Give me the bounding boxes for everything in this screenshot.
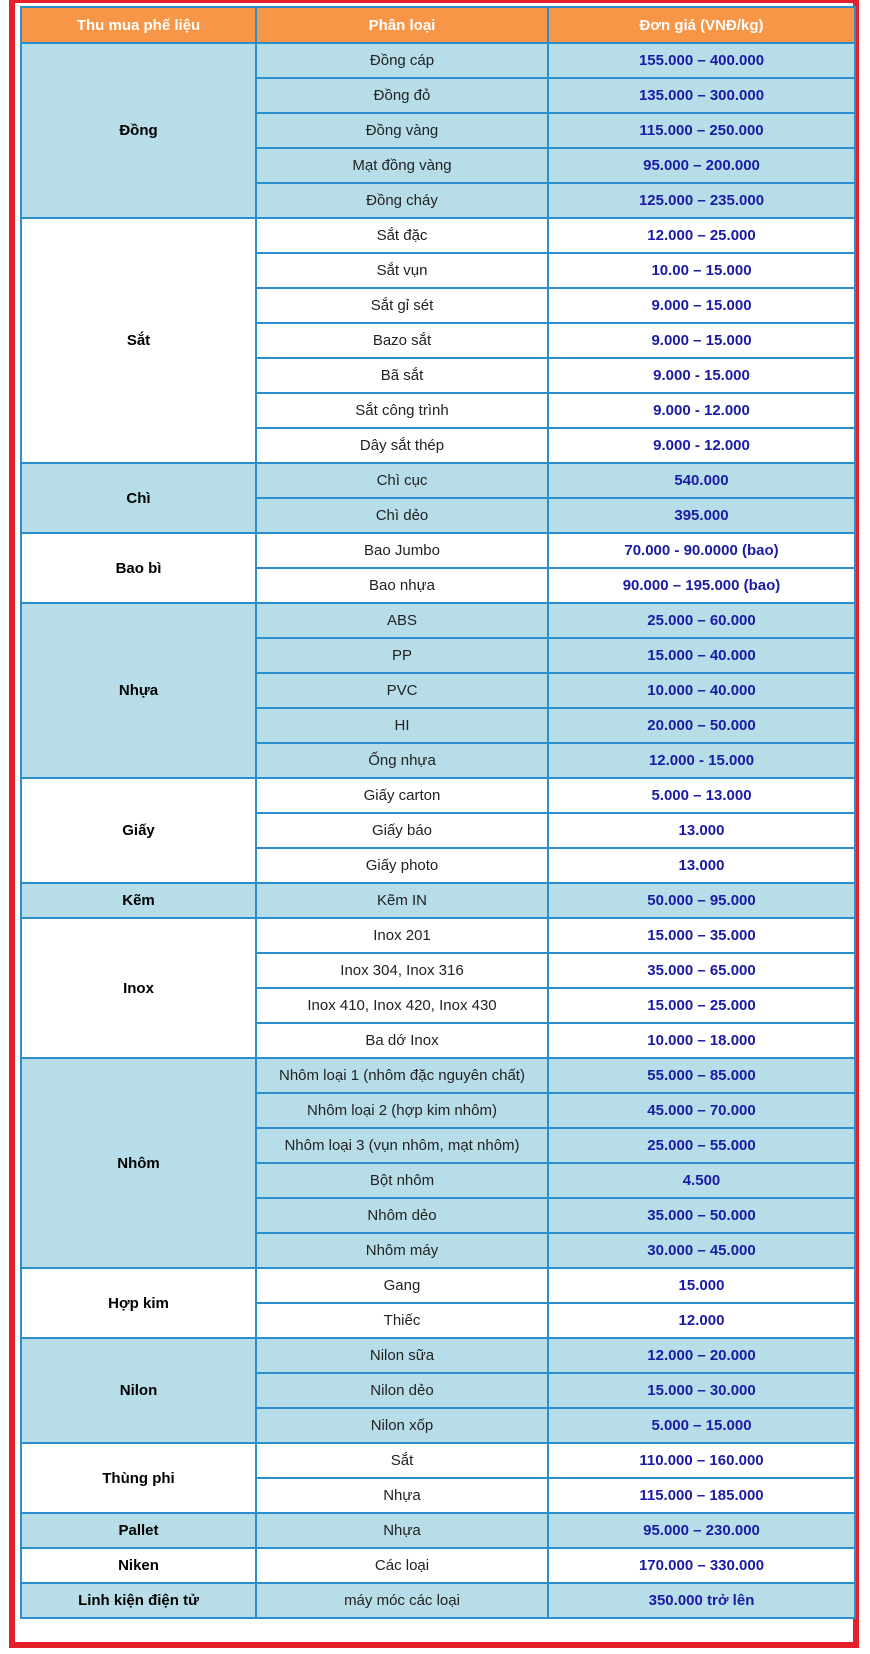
material-type-cell: Nhôm loại 3 (vụn nhôm, mạt nhôm): [256, 1128, 548, 1163]
price-cell: 13.000: [548, 813, 855, 848]
material-type-cell: ABS: [256, 603, 548, 638]
table-row: [21, 1513, 855, 1548]
price-cell: 540.000: [548, 463, 855, 498]
price-cell: 155.000 – 400.000: [548, 43, 855, 78]
material-group-cell: Nhôm: [21, 1058, 256, 1268]
table-row: [21, 218, 855, 253]
price-cell: 70.000 - 90.0000 (bao): [548, 533, 855, 568]
material-type-cell: Thiếc: [256, 1303, 548, 1338]
material-type-cell: Sắt vụn: [256, 253, 548, 288]
material-type-cell: Nilon sữa: [256, 1338, 548, 1373]
price-cell: 20.000 – 50.000: [548, 708, 855, 743]
header-group-column: Thu mua phế liệu: [21, 7, 256, 43]
material-type-cell: Đồng cáp: [256, 43, 548, 78]
table-row: [21, 533, 855, 568]
material-type-cell: Chì cục: [256, 463, 548, 498]
material-group-cell: Inox: [21, 918, 256, 1058]
material-type-cell: Ba dớ Inox: [256, 1023, 548, 1058]
price-cell: 115.000 – 250.000: [548, 113, 855, 148]
material-type-cell: Sắt gỉ sét: [256, 288, 548, 323]
price-cell: 55.000 – 85.000: [548, 1058, 855, 1093]
material-type-cell: Sắt đặc: [256, 218, 548, 253]
table-row: [21, 883, 855, 918]
header-type-column: Phân loại: [256, 7, 548, 43]
price-cell: 10.00 – 15.000: [548, 253, 855, 288]
table-row: [21, 1443, 855, 1478]
material-type-cell: Các loại: [256, 1548, 548, 1583]
material-group-cell: Nilon: [21, 1338, 256, 1443]
material-group-cell: Niken: [21, 1548, 256, 1583]
price-cell: 5.000 – 15.000: [548, 1408, 855, 1443]
price-cell: 50.000 – 95.000: [548, 883, 855, 918]
price-cell: 45.000 – 70.000: [548, 1093, 855, 1128]
material-type-cell: PP: [256, 638, 548, 673]
material-type-cell: Dây sắt thép: [256, 428, 548, 463]
price-cell: 95.000 – 230.000: [548, 1513, 855, 1548]
table-row: [21, 43, 855, 78]
material-type-cell: Bao nhựa: [256, 568, 548, 603]
price-cell: 110.000 – 160.000: [548, 1443, 855, 1478]
price-cell: 25.000 – 60.000: [548, 603, 855, 638]
price-cell: 5.000 – 13.000: [548, 778, 855, 813]
material-type-cell: Nhôm dẻo: [256, 1198, 548, 1233]
price-cell: 395.000: [548, 498, 855, 533]
material-type-cell: Gang: [256, 1268, 548, 1303]
material-type-cell: Sắt công trình: [256, 393, 548, 428]
price-cell: 4.500: [548, 1163, 855, 1198]
material-type-cell: Inox 410, Inox 420, Inox 430: [256, 988, 548, 1023]
material-type-cell: Giấy photo: [256, 848, 548, 883]
material-type-cell: Nhôm máy: [256, 1233, 548, 1268]
material-type-cell: Mạt đồng vàng: [256, 148, 548, 183]
material-group-cell: Hợp kim: [21, 1268, 256, 1338]
price-cell: 9.000 – 15.000: [548, 323, 855, 358]
table-row: [21, 1583, 855, 1618]
price-cell: 170.000 – 330.000: [548, 1548, 855, 1583]
material-type-cell: Đồng đỏ: [256, 78, 548, 113]
material-type-cell: Ống nhựa: [256, 743, 548, 778]
price-cell: 15.000 – 35.000: [548, 918, 855, 953]
price-cell: 35.000 – 50.000: [548, 1198, 855, 1233]
material-type-cell: Giấy carton: [256, 778, 548, 813]
material-type-cell: Giấy báo: [256, 813, 548, 848]
material-type-cell: PVC: [256, 673, 548, 708]
material-group-cell: Pallet: [21, 1513, 256, 1548]
material-type-cell: HI: [256, 708, 548, 743]
material-type-cell: Kẽm IN: [256, 883, 548, 918]
price-cell: 115.000 – 185.000: [548, 1478, 855, 1513]
price-cell: 13.000: [548, 848, 855, 883]
table-row: [21, 778, 855, 813]
material-type-cell: Nilon xốp: [256, 1408, 548, 1443]
material-group-cell: Sắt: [21, 218, 256, 463]
material-type-cell: Nilon dẻo: [256, 1373, 548, 1408]
material-type-cell: Bã sắt: [256, 358, 548, 393]
material-type-cell: Nhựa: [256, 1478, 548, 1513]
price-cell: 10.000 – 40.000: [548, 673, 855, 708]
table-row: [21, 1268, 855, 1303]
header-price-column: Đơn giá (VNĐ/kg): [548, 7, 855, 43]
price-cell: 12.000 – 25.000: [548, 218, 855, 253]
material-type-cell: Bột nhôm: [256, 1163, 548, 1198]
price-cell: 15.000 – 25.000: [548, 988, 855, 1023]
material-type-cell: Bazo sắt: [256, 323, 548, 358]
price-cell: 12.000: [548, 1303, 855, 1338]
material-group-cell: Giấy: [21, 778, 256, 883]
material-type-cell: Đồng vàng: [256, 113, 548, 148]
price-cell: 25.000 – 55.000: [548, 1128, 855, 1163]
price-cell: 35.000 – 65.000: [548, 953, 855, 988]
table-row: [21, 1058, 855, 1093]
price-cell: 90.000 – 195.000 (bao): [548, 568, 855, 603]
table-row: [21, 603, 855, 638]
material-type-cell: Chì dẻo: [256, 498, 548, 533]
material-group-cell: Bao bì: [21, 533, 256, 603]
price-cell: 15.000 – 30.000: [548, 1373, 855, 1408]
price-cell: 30.000 – 45.000: [548, 1233, 855, 1268]
price-cell: 135.000 – 300.000: [548, 78, 855, 113]
material-type-cell: Nhôm loại 1 (nhôm đặc nguyên chất): [256, 1058, 548, 1093]
material-type-cell: Bao Jumbo: [256, 533, 548, 568]
table-row: [21, 918, 855, 953]
price-cell: 15.000: [548, 1268, 855, 1303]
material-group-cell: Kẽm: [21, 883, 256, 918]
table-body: [21, 43, 855, 1618]
page-frame: [9, 0, 859, 1648]
price-cell: 9.000 - 15.000: [548, 358, 855, 393]
header-row: [21, 7, 855, 43]
table-header: [21, 7, 855, 43]
table-row: [21, 463, 855, 498]
material-type-cell: Nhôm loại 2 (hợp kim nhôm): [256, 1093, 548, 1128]
price-cell: 12.000 – 20.000: [548, 1338, 855, 1373]
table-row: [21, 1338, 855, 1373]
price-cell: 10.000 – 18.000: [548, 1023, 855, 1058]
price-cell: 15.000 – 40.000: [548, 638, 855, 673]
material-group-cell: Chì: [21, 463, 256, 533]
scrap-price-table: [20, 6, 856, 1619]
price-cell: 9.000 - 12.000: [548, 393, 855, 428]
price-cell: 9.000 - 12.000: [548, 428, 855, 463]
material-type-cell: Inox 201: [256, 918, 548, 953]
price-cell: 12.000 - 15.000: [548, 743, 855, 778]
material-group-cell: Linh kiện điện tử: [21, 1583, 256, 1618]
material-group-cell: Thùng phi: [21, 1443, 256, 1513]
price-cell: 125.000 – 235.000: [548, 183, 855, 218]
material-type-cell: máy móc các loại: [256, 1583, 548, 1618]
price-cell: 9.000 – 15.000: [548, 288, 855, 323]
material-group-cell: Nhựa: [21, 603, 256, 778]
material-type-cell: Inox 304, Inox 316: [256, 953, 548, 988]
material-type-cell: Đồng cháy: [256, 183, 548, 218]
table-row: [21, 1548, 855, 1583]
price-cell: 95.000 – 200.000: [548, 148, 855, 183]
material-type-cell: Nhựa: [256, 1513, 548, 1548]
material-group-cell: Đồng: [21, 43, 256, 218]
material-type-cell: Sắt: [256, 1443, 548, 1478]
price-cell: 350.000 trở lên: [548, 1583, 855, 1618]
